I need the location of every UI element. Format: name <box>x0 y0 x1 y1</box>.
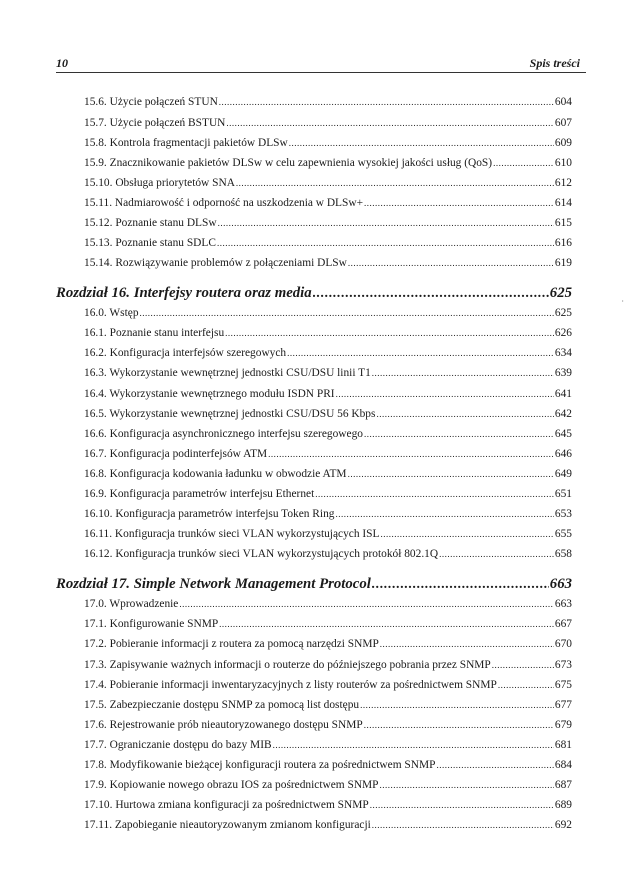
toc-entry <box>84 217 572 229</box>
entry-page-number: 610 <box>554 157 572 169</box>
entry-page-number: 612 <box>554 177 572 189</box>
entry-title: 17.0. Wprowadzenie <box>84 598 179 610</box>
entry-title: 16.8. Konfiguracja kodowania ładunku w obwodzie ATM <box>84 468 347 480</box>
page-number: 10 <box>56 56 68 70</box>
entry-title: 16.12. Konfiguracja trunków sieci VLAN wykorzystujących protokół 802.1Q <box>84 548 439 560</box>
toc-entry <box>84 157 572 169</box>
toc-entry <box>84 257 572 269</box>
entry-page-number: 649 <box>554 468 572 480</box>
toc-entry <box>84 448 572 460</box>
dot-leader <box>436 760 553 770</box>
toc-entry <box>84 117 572 129</box>
toc-entry <box>84 137 572 149</box>
dot-leader <box>313 286 549 302</box>
toc-entry <box>84 799 572 811</box>
dot-leader <box>493 158 554 168</box>
dot-leader <box>140 308 554 318</box>
margin-mark: · <box>621 297 624 306</box>
chapter-heading <box>56 576 572 593</box>
entry-page-number: 692 <box>554 819 572 831</box>
dot-leader <box>376 409 553 419</box>
entry-title: 17.11. Zapobieganie nieautoryzowanym zmianom konfiguracji <box>84 819 371 831</box>
toc-entry <box>84 699 572 711</box>
header-rule <box>56 72 586 73</box>
entry-title: 16.6. Konfiguracja asynchronicznego interfejsu szeregowego <box>84 428 363 440</box>
entry-title: 16.1. Poznanie stanu interfejsu <box>84 327 225 339</box>
entry-page-number: 625 <box>549 285 572 301</box>
entry-page-number: 675 <box>554 679 572 691</box>
toc-entry <box>84 759 572 771</box>
dot-leader <box>335 509 553 519</box>
entry-title: 17.8. Modyfikowanie bieżącej konfiguracji routera za pośrednictwem SNMP <box>84 759 436 771</box>
dot-leader <box>219 97 554 107</box>
toc-entry <box>84 659 572 671</box>
entry-page-number: 689 <box>554 799 572 811</box>
dot-leader <box>372 368 554 378</box>
entry-title: 15.7. Użycie połączeń BSTUN <box>84 117 226 129</box>
entry-page-number: 607 <box>554 117 572 129</box>
entry-title: 17.10. Hurtowa zmiana konfiguracji za pośrednictwem SNMP <box>84 799 369 811</box>
entry-page-number: 667 <box>554 618 572 630</box>
entry-title: 15.6. Użycie połączeń STUN <box>84 96 218 108</box>
entry-title: 17.4. Pobieranie informacji inwentaryzacyjnych z listy routerów za pośrednictwem SNMP <box>84 679 497 691</box>
dot-leader <box>273 740 554 750</box>
toc-entry <box>84 638 572 650</box>
entry-title: 17.5. Zabezpieczanie dostępu SNMP za pomocą list dostępu <box>84 699 360 711</box>
dot-leader <box>268 449 554 459</box>
dot-leader <box>380 529 553 539</box>
dot-leader <box>226 118 554 128</box>
dot-leader <box>287 348 554 358</box>
toc-entry <box>84 779 572 791</box>
entry-title: 15.9. Znacznikowanie pakietów DLSw w celu zapewnienia wysokiej jakości usług (QoS) <box>84 157 493 169</box>
toc-entry <box>84 197 572 209</box>
entry-page-number: 604 <box>554 96 572 108</box>
entry-title: 15.11. Nadmiarowość i odporność na uszkodzenia w DLSw+ <box>84 197 364 209</box>
dot-leader <box>364 198 554 208</box>
entry-page-number: 641 <box>554 388 572 400</box>
dot-leader <box>498 680 554 690</box>
entry-page-number: 677 <box>554 699 572 711</box>
toc-entry <box>84 468 572 480</box>
entry-page-number: 663 <box>549 576 572 592</box>
entry-page-number: 642 <box>554 408 572 420</box>
entry-page-number: 609 <box>554 137 572 149</box>
toc-entry <box>84 598 572 610</box>
entry-title: Rozdział 17. Simple Network Management Protocol <box>56 576 371 592</box>
toc-entry <box>84 96 572 108</box>
entry-title: Rozdział 16. Interfejsy routera oraz media <box>56 285 312 301</box>
entry-title: 16.0. Wstęp <box>84 307 139 319</box>
entry-title: 17.7. Ograniczanie dostępu do bazy MIB <box>84 739 272 751</box>
entry-title: 15.14. Rozwiązywanie problemów z połączeniami DLSw <box>84 257 347 269</box>
entry-title: 16.9. Konfiguracja parametrów interfejsu Ethernet <box>84 488 315 500</box>
entry-page-number: 614 <box>554 197 572 209</box>
dot-leader <box>364 720 554 730</box>
entry-title: 16.5. Wykorzystanie wewnętrznej jednostki CSU/DSU 56 Kbps <box>84 408 376 420</box>
toc-entry <box>84 237 572 249</box>
entry-page-number: 681 <box>554 739 572 751</box>
entry-page-number: 687 <box>554 779 572 791</box>
entry-title: 16.7. Konfiguracja podinterfejsów ATM <box>84 448 268 460</box>
entry-title: 17.9. Kopiowanie nowego obrazu IOS za pośrednictwem SNMP <box>84 779 379 791</box>
toc-entry <box>84 618 572 630</box>
dot-leader <box>219 619 554 629</box>
dot-leader <box>236 178 554 188</box>
entry-title: 15.8. Kontrola fragmentacji pakietów DLSw <box>84 137 288 149</box>
dot-leader <box>315 489 554 499</box>
entry-page-number: 658 <box>554 548 572 560</box>
toc-entry <box>84 307 572 319</box>
toc-entry <box>84 177 572 189</box>
entry-page-number: 651 <box>554 488 572 500</box>
entry-page-number: 679 <box>554 719 572 731</box>
toc-entry <box>84 508 572 520</box>
entry-page-number: 634 <box>554 347 572 359</box>
toc-entry <box>84 367 572 379</box>
dot-leader <box>380 639 554 649</box>
toc-entry <box>84 739 572 751</box>
entry-title: 17.6. Rejestrowanie prób nieautoryzowanego dostępu SNMP <box>84 719 363 731</box>
entry-page-number: 626 <box>554 327 572 339</box>
entry-title: 16.11. Konfiguracja trunków sieci VLAN wykorzystujących ISL <box>84 528 380 540</box>
entry-page-number: 645 <box>554 428 572 440</box>
dot-leader <box>439 549 554 559</box>
entry-page-number: 663 <box>554 598 572 610</box>
toc-entry <box>84 428 572 440</box>
toc-entry <box>84 488 572 500</box>
entry-page-number: 619 <box>554 257 572 269</box>
toc-entry <box>84 388 572 400</box>
dot-leader <box>348 258 554 268</box>
dot-leader <box>380 780 554 790</box>
dot-leader <box>217 238 554 248</box>
dot-leader <box>372 577 549 593</box>
entry-page-number: 670 <box>554 638 572 650</box>
running-header-title: Spis treści <box>529 56 580 70</box>
dot-leader <box>364 429 554 439</box>
entry-page-number: 625 <box>554 307 572 319</box>
entry-title: 16.4. Wykorzystanie wewnętrznego modułu ISDN PRI <box>84 388 335 400</box>
entry-page-number: 684 <box>554 759 572 771</box>
dot-leader <box>179 599 554 609</box>
entry-title: 16.3. Wykorzystanie wewnętrznej jednostki CSU/DSU linii T1 <box>84 367 371 379</box>
entry-title: 17.3. Zapisywanie ważnych informacji o routerze do późniejszego pobrania przez SNMP <box>84 659 491 671</box>
dot-leader <box>336 389 554 399</box>
entry-title: 15.10. Obsługa priorytetów SNA <box>84 177 235 189</box>
entry-page-number: 639 <box>554 367 572 379</box>
entry-page-number: 615 <box>554 217 572 229</box>
entry-page-number: 655 <box>554 528 572 540</box>
entry-title: 16.2. Konfiguracja interfejsów szeregowych <box>84 347 287 359</box>
dot-leader <box>370 800 554 810</box>
toc-entry <box>84 679 572 691</box>
entry-title: 16.10. Konfiguracja parametrów interfejsu Token Ring <box>84 508 335 520</box>
entry-title: 15.13. Poznanie stanu SDLC <box>84 237 216 249</box>
entry-page-number: 616 <box>554 237 572 249</box>
entry-title: 17.2. Pobieranie informacji z routera za pomocą narzędzi SNMP <box>84 638 379 650</box>
toc-entry <box>84 327 572 339</box>
entry-page-number: 673 <box>554 659 572 671</box>
dot-leader <box>348 469 554 479</box>
dot-leader <box>225 328 554 338</box>
dot-leader <box>218 218 554 228</box>
entry-page-number: 653 <box>554 508 572 520</box>
entry-title: 17.1. Konfigurowanie SNMP <box>84 618 219 630</box>
chapter-heading <box>56 285 572 302</box>
dot-leader <box>492 660 554 670</box>
toc-entry <box>84 819 572 831</box>
dot-leader <box>289 138 554 148</box>
toc-entry <box>84 548 572 560</box>
toc-entry <box>84 408 572 420</box>
entry-title: 15.12. Poznanie stanu DLSw <box>84 217 217 229</box>
dot-leader <box>372 820 554 830</box>
dot-leader <box>360 700 554 710</box>
toc-entry <box>84 347 572 359</box>
toc-entry <box>84 528 572 540</box>
toc-entry <box>84 719 572 731</box>
entry-page-number: 646 <box>554 448 572 460</box>
